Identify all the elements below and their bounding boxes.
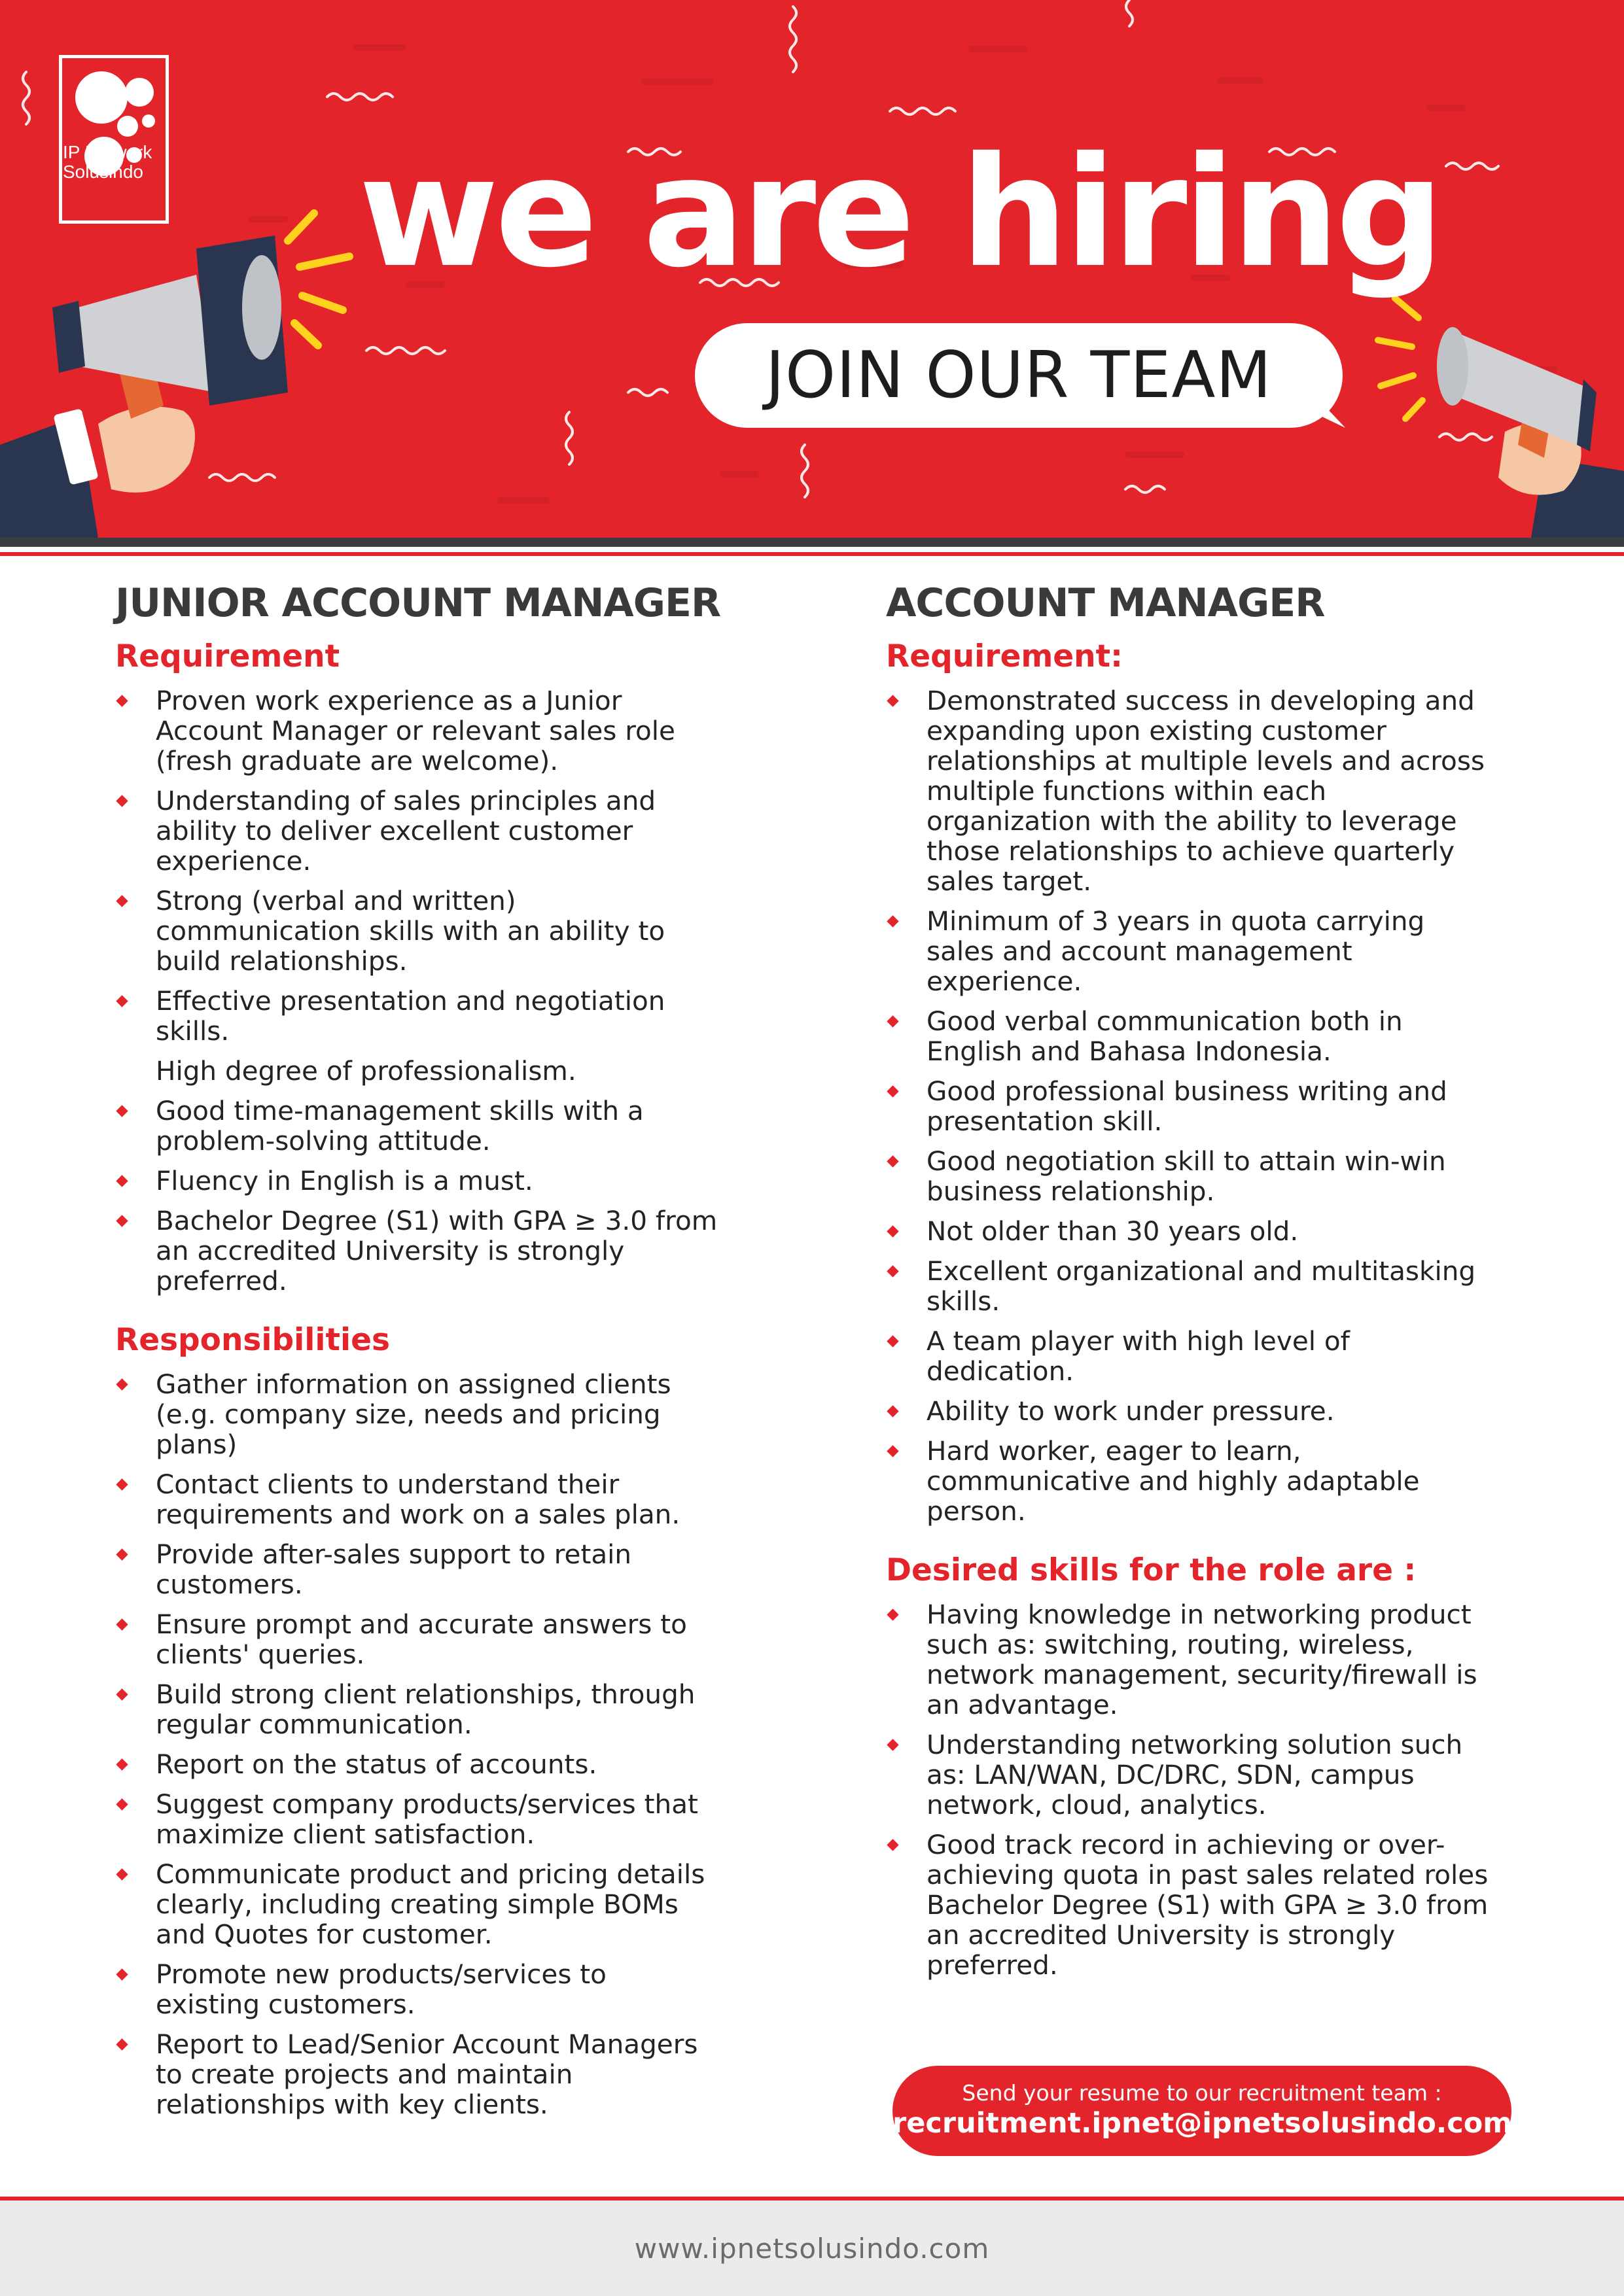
resume-cta: [892, 2066, 1511, 2156]
company-logo: [59, 55, 169, 224]
list-item: [115, 786, 769, 876]
bullet-icon: [887, 1015, 898, 1027]
hiring-banner: [0, 0, 1624, 538]
list-item-text: Hard worker, eager to learn, communicative and highly adaptable person.: [927, 1435, 1420, 1527]
list-item-text: A team player with high level of dedication.: [927, 1325, 1350, 1387]
list-item: [115, 1609, 769, 1669]
list-item: [115, 1369, 769, 1459]
list-item-text: Build strong client relationships, through regular communication.: [156, 1679, 696, 1740]
divider-gap: [0, 547, 1624, 552]
logo-caption: IP Network Solusindo: [63, 142, 152, 182]
list-item: [115, 1959, 769, 2019]
list-item-text: Communicate product and pricing details clearly, including creating simple BOMs and Quotes for customer.: [156, 1858, 705, 1950]
desired-skills-list: [886, 1599, 1540, 1980]
list-item-text: Understanding of sales principles and ability to deliver excellent customer experience.: [156, 785, 656, 877]
divider-dark: [0, 538, 1624, 547]
bullet-icon: [887, 1225, 898, 1237]
bullet-icon: [116, 895, 128, 907]
list-item-text: Provide after-sales support to retain customers.: [156, 1539, 632, 1600]
list-item-text: Understanding networking solution such as: LAN/WAN, DC/DRC, SDN, campus network, cloud, analytics.: [927, 1729, 1463, 1820]
megaphone-left: [0, 235, 288, 538]
list-item-text: Good track record in achieving or over- achieving quota in past sales related roles Bachelor Degree (S1) with GPA ≥ 3.0 from an accredited University is strongly preferred.: [927, 1829, 1489, 1981]
list-item-text: Ability to work under pressure.: [927, 1395, 1335, 1427]
bullet-icon: [116, 1758, 128, 1770]
list-item: [115, 1096, 769, 1156]
list-item-text: Not older than 30 years old.: [927, 1215, 1299, 1247]
bullet-icon: [116, 995, 128, 1007]
requirement-heading: Requirement: [115, 638, 340, 674]
bullet-icon: [887, 1155, 898, 1167]
list-item: [886, 1076, 1540, 1136]
bullet-icon: [887, 1739, 898, 1750]
list-item-text: Effective presentation and negotiation skills.: [156, 985, 665, 1047]
bullet-icon: [116, 1688, 128, 1700]
divider-red: [0, 552, 1624, 556]
requirement-list: [115, 686, 769, 1296]
bullet-icon: [116, 1215, 128, 1226]
list-item: [115, 1469, 769, 1529]
list-item: [115, 1539, 769, 1599]
bullet-icon: [887, 1405, 898, 1417]
cta-subtitle: Send your resume to our recruitment team :: [962, 2080, 1442, 2106]
job-title: JUNIOR ACCOUNT MANAGER: [115, 580, 721, 626]
list-item-text: Minimum of 3 years in quota carrying sales and account management experience.: [927, 905, 1425, 997]
bullet-icon: [887, 915, 898, 927]
recruitment-email-link[interactable]: recruitment.ipnet@ipnetsolusindo.com: [892, 2107, 1513, 2140]
list-item: [886, 1256, 1540, 1316]
list-item-text: Excellent organizational and multitasking skills.: [927, 1255, 1476, 1317]
list-item: [115, 1859, 769, 1949]
bullet-icon: [887, 1085, 898, 1097]
list-item: [886, 1436, 1540, 1526]
list-item-text: Gather information on assigned clients (e.g. company size, needs and pricing plans): [156, 1368, 671, 1460]
bullet-icon: [116, 1478, 128, 1490]
list-item: [886, 906, 1540, 996]
bullet-icon: [116, 1105, 128, 1117]
list-item-text: Report on the status of accounts.: [156, 1748, 597, 1780]
bullet-icon: [116, 795, 128, 807]
logo-mark: [62, 58, 166, 220]
list-item: [886, 1326, 1540, 1386]
list-item: [886, 1396, 1540, 1426]
bullet-icon: [887, 1265, 898, 1277]
bullet-icon: [116, 1868, 128, 1880]
list-item: [115, 1166, 769, 1196]
bullet-icon: [887, 695, 898, 706]
list-item: [115, 1749, 769, 1779]
list-item: [886, 686, 1540, 896]
bullet-icon: [116, 1968, 128, 1980]
list-item: [115, 686, 769, 776]
list-item-text: Good verbal communication both in English and Bahasa Indonesia.: [927, 1005, 1403, 1067]
job-title: ACCOUNT MANAGER: [886, 580, 1325, 626]
list-item: [886, 1599, 1540, 1720]
list-item-text: Suggest company products/services that maximize client satisfaction.: [156, 1788, 698, 1850]
list-item-text: Fluency in English is a must.: [156, 1165, 533, 1196]
list-item: [115, 2029, 769, 2119]
list-item: [115, 986, 769, 1046]
bullet-icon: [116, 2038, 128, 2050]
join-badge-label: JOIN OUR TEAM: [766, 338, 1272, 413]
junior-account-manager-column: [115, 576, 769, 2129]
responsibilities-list: [115, 1369, 769, 2119]
page-headline: we are hiring: [359, 124, 1441, 301]
bullet-icon: [887, 1609, 898, 1620]
bullet-icon: [887, 1445, 898, 1457]
list-item: [115, 886, 769, 976]
bullet-icon: [116, 1798, 128, 1810]
list-item-text: Report to Lead/Senior Account Managers to create projects and maintain relationships with key clients.: [156, 2028, 698, 2120]
list-item-text: High degree of professionalism.: [156, 1055, 576, 1087]
list-item: [886, 1216, 1540, 1246]
bullet-icon: [116, 695, 128, 706]
list-item: [886, 1830, 1540, 1980]
account-manager-column: [886, 576, 1540, 1990]
list-item-text: Good negotiation skill to attain win-win business relationship.: [927, 1145, 1446, 1207]
list-item: [886, 1730, 1540, 1820]
requirement-list: [886, 686, 1540, 1526]
list-item-text: Ensure prompt and accurate answers to clients' queries.: [156, 1609, 687, 1670]
footer: [0, 2200, 1624, 2296]
megaphone-right: [1437, 327, 1624, 538]
bullet-icon: [887, 1839, 898, 1851]
list-item-text: Bachelor Degree (S1) with GPA ≥ 3.0 from an accredited University is strongly preferred.: [156, 1205, 718, 1296]
list-item: [115, 1056, 769, 1086]
list-item-text: Proven work experience as a Junior Account Manager or relevant sales role (fresh graduate are welcome).: [156, 685, 675, 776]
desired-skills-heading: Desired skills for the role are :: [886, 1552, 1417, 1588]
list-item-text: Good time-management skills with a problem-solving attitude.: [156, 1095, 644, 1157]
list-item: [115, 1679, 769, 1739]
requirement-heading: Requirement:: [886, 638, 1123, 674]
list-item-text: Promote new products/services to existing customers.: [156, 1958, 607, 2020]
bullet-icon: [116, 1175, 128, 1187]
bullet-icon: [887, 1335, 898, 1347]
list-item-text: Having knowledge in networking product such as: switching, routing, wireless, network management, security/firewall is an advantage.: [927, 1599, 1477, 1720]
list-item-text: Good professional business writing and presentation skill.: [927, 1075, 1447, 1137]
list-item-text: Demonstrated success in developing and expanding upon existing customer relationships at multiple levels and across multiple functions within each organization with the ability to leverage those relationships to achieve quarterly sales target.: [927, 685, 1485, 897]
list-item-text: Contact clients to understand their requirements and work on a sales plan.: [156, 1469, 680, 1530]
responsibilities-heading: Responsibilities: [115, 1322, 390, 1358]
list-item: [886, 1006, 1540, 1066]
website-link[interactable]: www.ipnetsolusindo.com: [634, 2232, 990, 2265]
bullet-icon: [116, 1618, 128, 1630]
list-item: [115, 1206, 769, 1296]
bullet-icon: [116, 1548, 128, 1560]
bullet-icon: [116, 1378, 128, 1390]
list-item: [115, 1789, 769, 1849]
list-item-text: Strong (verbal and written) communication skills with an ability to build relationships.: [156, 885, 665, 977]
list-item: [886, 1146, 1540, 1206]
